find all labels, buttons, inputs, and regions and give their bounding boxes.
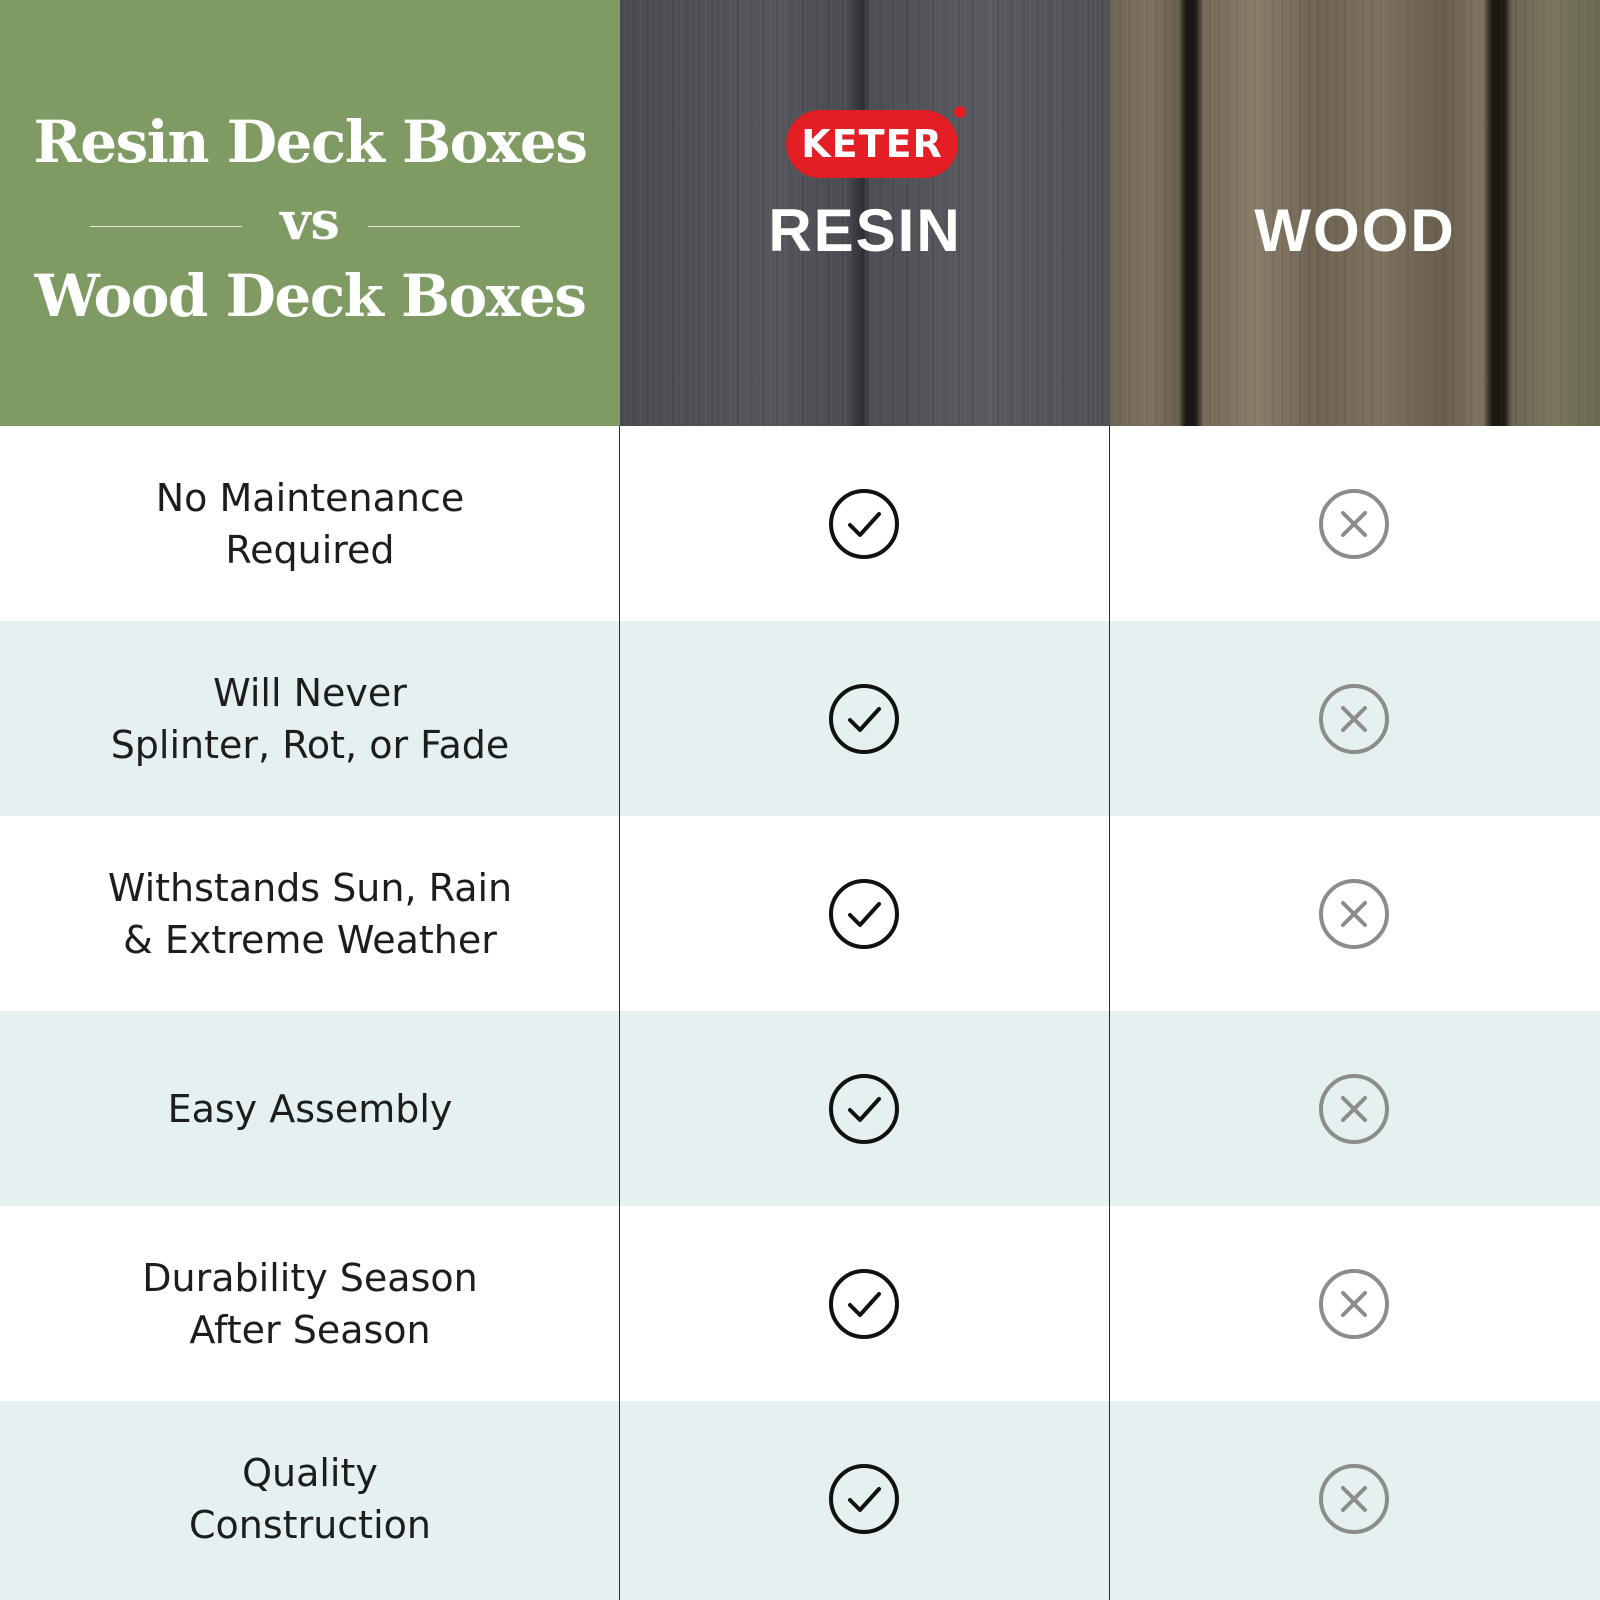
vs-text: vs (280, 191, 340, 252)
feature-label: Durability Season After Season (142, 1255, 478, 1352)
keter-logo: KETER (786, 110, 958, 178)
feature-label: Quality Construction (189, 1450, 431, 1547)
table-row (0, 1401, 1600, 1600)
resin-column-header (620, 0, 1110, 426)
check-circle-icon (828, 1268, 900, 1340)
feature-label: Will Never Splinter, Rot, or Fade (110, 670, 510, 767)
x-circle-icon (1318, 1073, 1390, 1145)
comparison-table (0, 426, 1600, 1600)
header (0, 0, 1600, 426)
check-circle-icon (828, 878, 900, 950)
vs-rule-right (368, 226, 520, 227)
feature-label: Withstands Sun, Rain & Extreme Weather (107, 865, 513, 962)
column-divider (619, 426, 620, 1600)
column-divider (1109, 426, 1110, 1600)
x-circle-icon (1318, 878, 1390, 950)
title-line-2: Wood Deck Boxes (34, 262, 586, 330)
feature-label: Easy Assembly (167, 1086, 453, 1131)
check-circle-icon (828, 1463, 900, 1535)
table-row (0, 1206, 1600, 1401)
table-row (0, 426, 1600, 621)
x-circle-icon (1318, 1268, 1390, 1340)
x-circle-icon (1318, 1463, 1390, 1535)
table-row (0, 621, 1600, 816)
check-circle-icon (828, 683, 900, 755)
x-circle-icon (1318, 683, 1390, 755)
check-circle-icon (828, 488, 900, 560)
title-line-1: Resin Deck Boxes (33, 108, 587, 176)
feature-label: No Maintenance Required (155, 475, 465, 572)
table-row (0, 1011, 1600, 1206)
check-circle-icon (828, 1073, 900, 1145)
registered-mark-icon (954, 106, 966, 118)
wood-column-title: WOOD (1254, 197, 1456, 264)
title-panel (0, 0, 620, 426)
wood-column-header (1110, 0, 1600, 426)
table-row (0, 816, 1600, 1011)
x-circle-icon (1318, 488, 1390, 560)
resin-column-title: RESIN (768, 197, 962, 264)
vs-divider (0, 192, 620, 252)
